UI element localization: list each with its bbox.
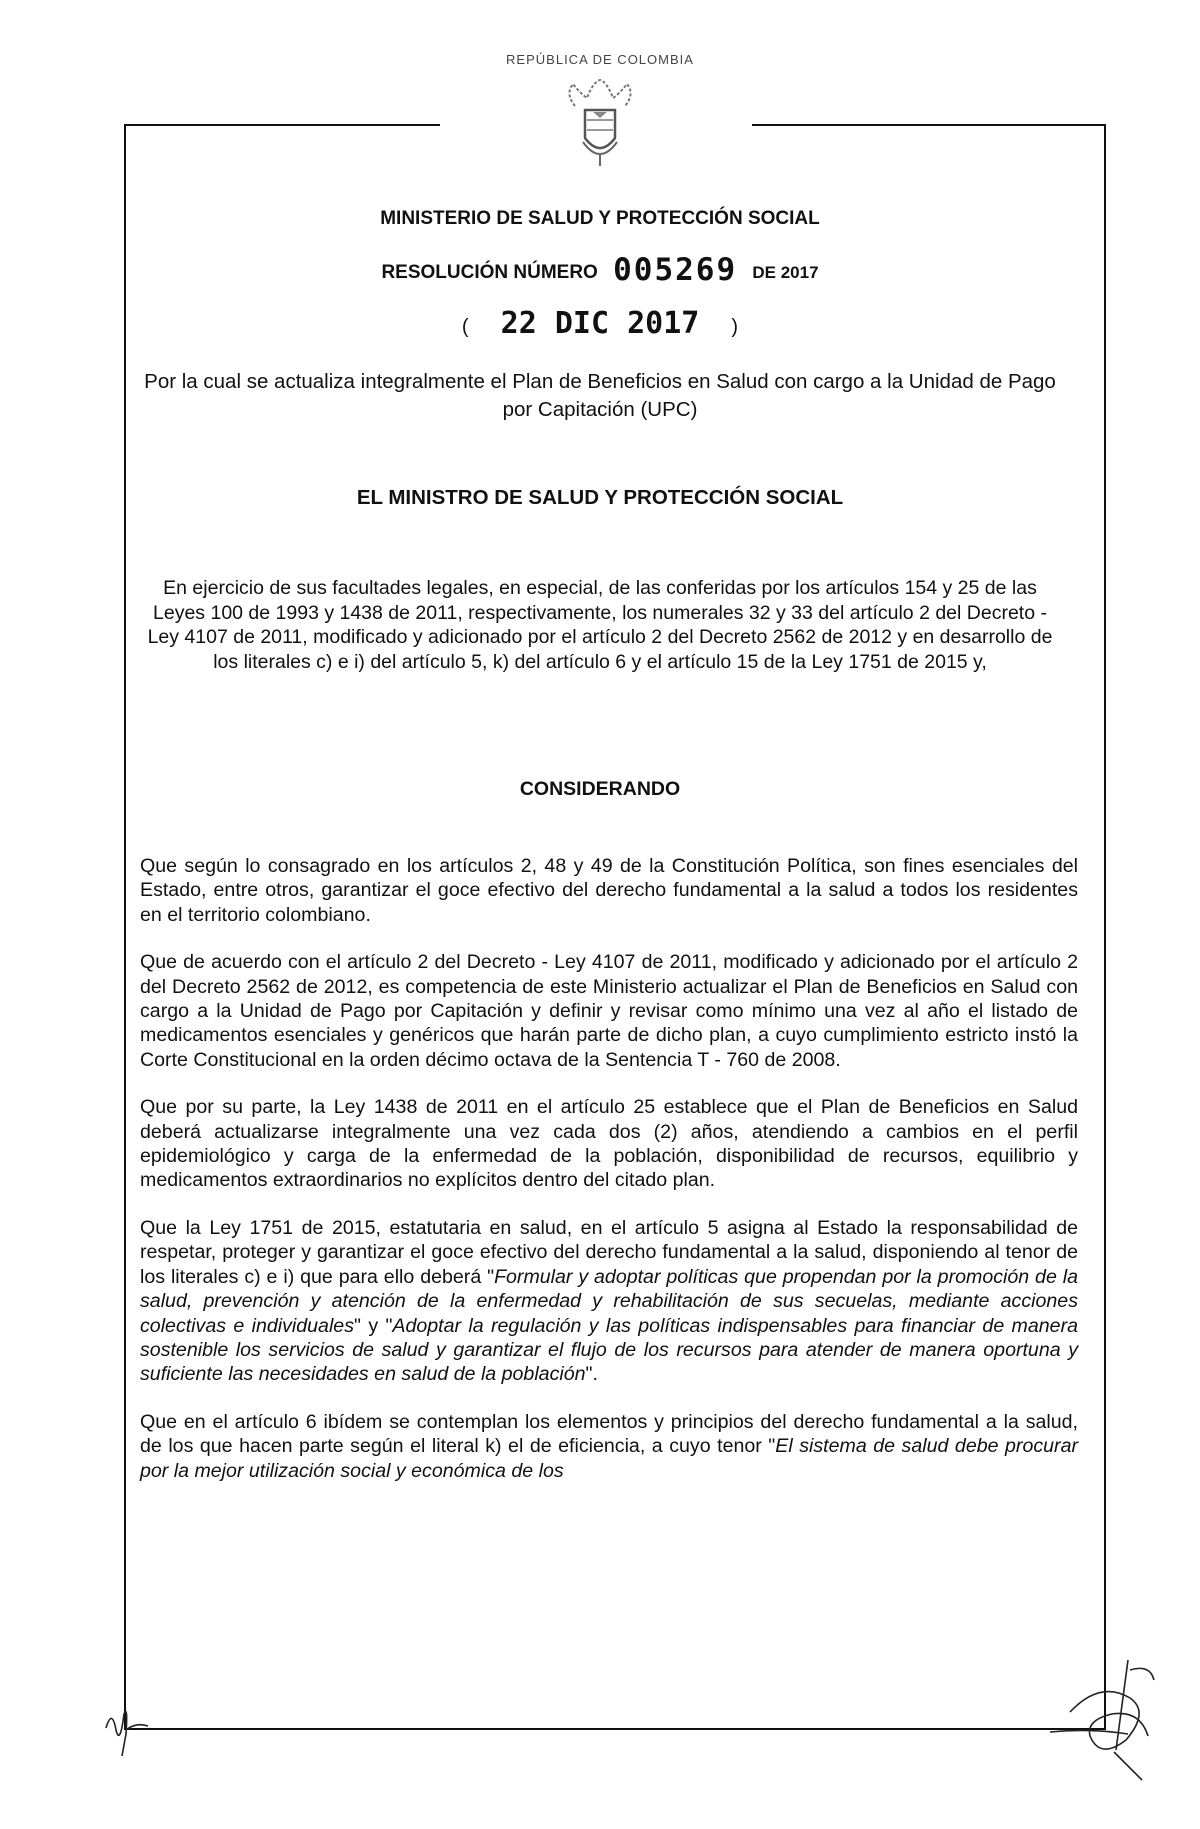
initials-signature-left-icon xyxy=(96,1700,156,1760)
paragraph-4-text-b: " y " xyxy=(354,1314,393,1337)
paragraph-3: Que por su parte, la Ley 1438 de 2011 en el artículo 25 establece que el Plan de Beneficios en Salud deberá actualizarse integralmente una vez cada dos (2) años, atendiendo a cambios en el perfil epidemiológico y carga de la enfermedad de la población, disponibilidad de recursos, equilibrio y medicamentos extraordinarios no explícitos dentro del citado plan. xyxy=(140,1096,1078,1192)
resolution-date-line xyxy=(0,306,1200,341)
resolution-year: DE 2017 xyxy=(752,263,819,282)
paragraph-2: Que de acuerdo con el artículo 2 del Decreto - Ley 4107 de 2011, modificado y adicionado por el artículo 2 del Decreto 2562 de 2012, es competencia de este Ministerio actualizar el Plan de Beneficios en Salud con cargo a la Unidad de Pago por Capitación y definir y revisar como mínimo una vez al año el listado de medicamentos esenciales y genéricos que harán parte de dicho plan, a cuyo cumplimiento estricto instó la Corte Constitucional en la orden décimo octava de la Sentencia T - 760 de 2008. xyxy=(140,951,1078,1071)
paragraph-4-quote-2: Adoptar la regulación y las políticas indispensables para financiar de manera sostenible los servicios de salud y garantizar el flujo de los recursos para atender de manera oportuna y suficiente las necesidades en salud de la población xyxy=(140,1314,1078,1386)
issuer-heading: EL MINISTRO DE SALUD Y PROTECCIÓN SOCIAL xyxy=(356,486,844,509)
paragraph-5 xyxy=(140,1410,1078,1483)
paragraph-5-quote: El sistema de salud debe procurar por la mejor utilización social y económica de los xyxy=(140,1435,1078,1482)
initials-signature-right-icon xyxy=(1030,1640,1170,1790)
resolution-date: 22 DIC 2017 xyxy=(500,306,700,341)
resolution-number: 005269 xyxy=(613,252,738,288)
considerations-body xyxy=(140,854,1078,1506)
paragraph-4 xyxy=(140,1216,1078,1387)
paragraph-1: Que según lo consagrado en los artículos 2, 48 y 49 de la Constitución Política, son fines esenciales del Estado, entre otros, garantizar el goce efectivo del derecho fundamental a la salud a todos los residentes en el territorio colombiano. xyxy=(140,855,1078,926)
date-paren-close: ) xyxy=(731,316,739,338)
republic-label: REPÚBLICA DE COLOMBIA xyxy=(506,52,694,67)
resolution-label: RESOLUCIÓN NÚMERO xyxy=(381,262,598,283)
date-paren-open: ( xyxy=(461,316,469,338)
paragraph-4-text-c: ". xyxy=(585,1363,598,1386)
paragraph-5-text: Que en el artículo 6 ibídem se contemplan los elementos y principios del derecho fundamental a la salud, de los que hacen parte según el literal k) el de eficiencia, a cuyo tenor " xyxy=(140,1410,1078,1458)
resolution-line xyxy=(0,252,1200,288)
paragraph-4-quote-1: Formular y adoptar políticas que propendan por la promoción de la salud, prevención y atención de la enfermedad y rehabilitación de sus secuelas, mediante acciones colectivas e individuales xyxy=(140,1265,1078,1337)
resolution-subject: Por la cual se actualiza integralmente el Plan de Beneficios en Salud con cargo a la Unidad de Pago por Capitación (UPC) xyxy=(144,370,1056,421)
paragraph-4-text-a: Que la Ley 1751 de 2015, estatutaria en salud, en el artículo 5 asigna al Estado la responsabilidad de respetar, proteger y garantizar el goce efectivo del derecho fundamental a la salud, disponiendo al tenor de los literales c) e i) que para ello deberá " xyxy=(140,1216,1078,1288)
considerando-heading: CONSIDERANDO xyxy=(519,778,681,800)
ministry-title: MINISTERIO DE SALUD Y PROTECCIÓN SOCIAL xyxy=(380,208,820,229)
legal-powers-paragraph: En ejercicio de sus facultades legales, en especial, de las conferidas por los artículos 154 y 25 de las Leyes 100 de 1993 y 1438 de 2011, respectivamente, los numerales 32 y 33 del artículo 2 del Decreto - Ley 4107 de 2011, modificado y adicionado por el artículo 2 del Decreto 2562 de 2012 y en desarrollo de los literales c) e i) del artículo 5, k) del artículo 6 y el artículo 15 de la Ley 1751 de 2015 y, xyxy=(147,577,1053,673)
